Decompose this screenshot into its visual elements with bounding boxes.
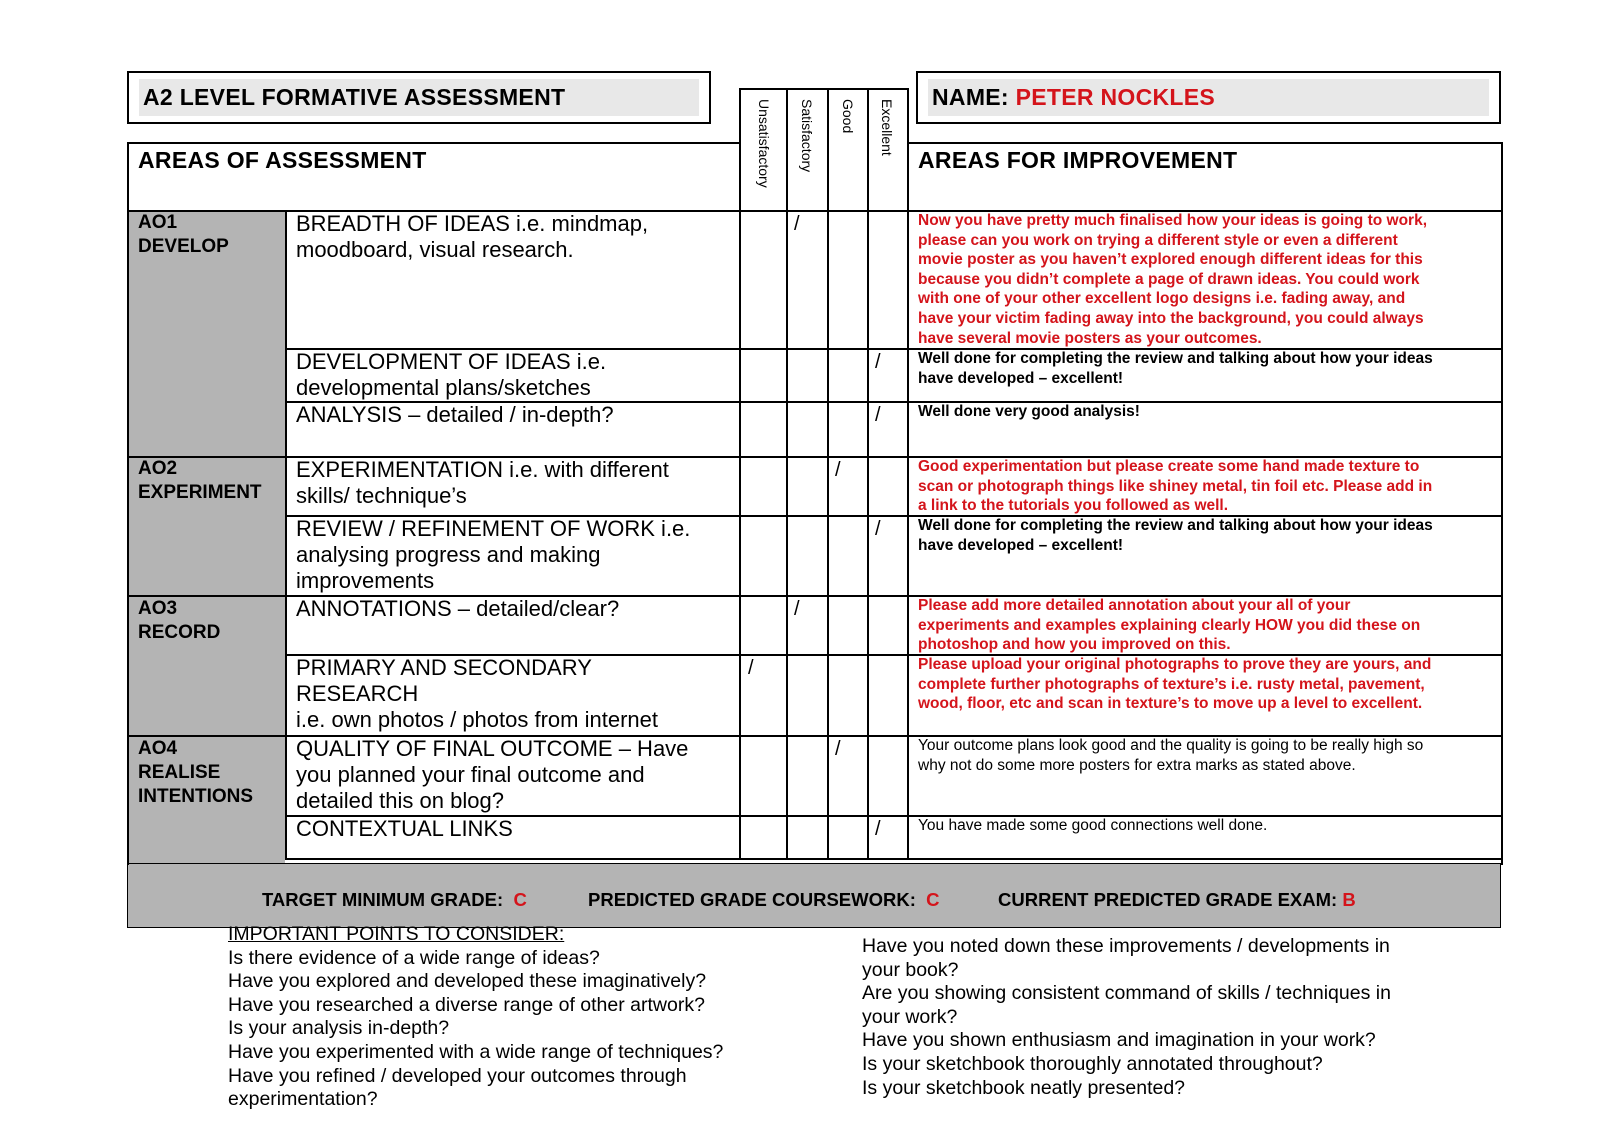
areas-of-assessment-heading: AREAS OF ASSESSMENT (138, 147, 427, 173)
comment-line: Good experimentation but please create some hand made texture to (918, 458, 1420, 475)
criterion-text (296, 816, 736, 842)
table-line (907, 88, 909, 858)
comment-line: a link to the tutorials you followed as well. (918, 497, 1229, 515)
table-line (867, 88, 869, 858)
rating-tick: / (835, 738, 841, 760)
column-header-unsatisfactory: Unsatisfactory (756, 99, 772, 188)
criterion-text (296, 516, 736, 594)
criterion-line: RESEARCH (296, 681, 419, 706)
name-label: NAME: (932, 84, 1009, 110)
rating-tick: / (875, 818, 881, 840)
table-line (127, 142, 129, 865)
criterion-line: i.e. own photos / photos from internet (296, 707, 658, 732)
comment-line: please can you work on trying a different style or even a different (918, 231, 1398, 249)
improvement-comment (918, 816, 1496, 836)
points-heading: IMPORTANT POINTS TO CONSIDER: (228, 923, 565, 945)
comment-line: have several movie posters as your outcomes. (918, 329, 1262, 347)
comment-line: Well done for completing the review and talking about how your ideas (918, 350, 1433, 367)
points-left (228, 923, 723, 1110)
comment-line: scan or photograph things like shiney metal, tin foil etc. Please add in (918, 477, 1433, 495)
criterion-line: BREADTH OF IDEAS i.e. mindmap, (296, 211, 649, 236)
comment-line: why not do some more posters for extra marks as stated above. (918, 756, 1356, 774)
criterion-text (296, 402, 736, 428)
points-list-item: Is your sketchbook neatly presented? (862, 1076, 1186, 1099)
comment-line: because you didn’t complete a page of drawn ideas. You could work (918, 270, 1420, 288)
criterion-text (296, 211, 736, 263)
ao1-label: AO1 DEVELOP (138, 212, 229, 257)
target-grade-label: TARGET MINIMUM GRADE: (262, 889, 504, 910)
table-line (786, 88, 788, 858)
improvement-comment (918, 211, 1496, 348)
table-line (127, 142, 739, 144)
comment-line: Well done for completing the review and talking about how your ideas (918, 517, 1433, 534)
criterion-text (296, 736, 736, 814)
name-box (916, 71, 1501, 124)
criterion-line: PRIMARY AND SECONDARY (296, 655, 592, 680)
comment-line: Please upload your original photographs to prove they are yours, and (918, 656, 1432, 673)
page-title: A2 LEVEL FORMATIVE ASSESSMENT (143, 84, 566, 110)
ao3-label: AO3 RECORD (138, 598, 221, 643)
criterion-text (296, 457, 736, 509)
comment-line: have developed – excellent! (918, 536, 1124, 554)
criterion-line: detailed this on blog? (296, 788, 504, 813)
exam-grade-label: CURRENT PREDICTED GRADE EXAM: (998, 889, 1338, 910)
column-header-excellent: Excellent (879, 99, 895, 156)
criterion-line: moodboard, visual research. (296, 237, 574, 262)
student-name: PETER NOCKLES (1015, 84, 1216, 110)
criterion-text (296, 349, 736, 401)
ao4-label: AO4 REALISE INTENTIONS (138, 738, 254, 807)
grades-line (262, 888, 527, 912)
points-list-item: Is your sketchbook thoroughly annotated throughout? (862, 1052, 1323, 1075)
criterion-line: DEVELOPMENT OF IDEAS i.e. (296, 349, 607, 374)
column-header-satisfactory: Satisfactory (799, 99, 815, 173)
rating-tick: / (875, 351, 881, 373)
comment-line: Well done very good analysis! (918, 403, 1140, 420)
target-grade-value: C (513, 889, 527, 910)
areas-for-improvement-heading: AREAS FOR IMPROVEMENT (918, 147, 1238, 173)
improvement-comment (918, 349, 1496, 388)
improvement-comment (918, 516, 1496, 555)
rating-tick: / (835, 459, 841, 481)
criterion-line: QUALITY OF FINAL OUTCOME – Have (296, 736, 689, 761)
comment-line: You have made some good connections well done. (918, 817, 1268, 834)
rating-tick: / (875, 518, 881, 540)
criterion-line: ANNOTATIONS – detailed/clear? (296, 596, 620, 621)
rating-tick: / (794, 213, 800, 235)
table-line (285, 858, 1501, 860)
rating-tick: / (794, 598, 800, 620)
table-line (827, 88, 829, 858)
ao2-label: AO2 EXPERIMENT (138, 458, 262, 503)
points-list-item: your work? (862, 1005, 958, 1028)
criterion-line: analysing progress and making (296, 542, 601, 567)
criterion-line: ANALYSIS – detailed / in-depth? (296, 402, 614, 427)
comment-line: photoshop and how you improved on this. (918, 636, 1231, 654)
exam-grade-value: B (1342, 889, 1356, 910)
comment-line: complete further photographs of texture’s i.e. rusty metal, pavement, (918, 675, 1425, 693)
table-line (1501, 142, 1503, 865)
comment-line: Your outcome plans look good and the quality is going to be really high so (918, 737, 1424, 754)
points-list-item: Have you researched a diverse range of other artwork? (228, 993, 705, 1016)
comment-line: wood, floor, etc and scan in texture’s to move up a level to excellent. (918, 695, 1423, 713)
comment-line: with one of your other excellent logo designs i.e. fading away, and (918, 290, 1406, 308)
column-header-good: Good (840, 99, 856, 134)
criterion-line: skills/ technique’s (296, 483, 467, 508)
points-list-item: Is your analysis in-depth? (228, 1017, 450, 1040)
points-list-item: Have you explored and developed these imaginatively? (228, 970, 707, 993)
points-list-item: Have you experimented with a wide range of techniques? (228, 1040, 724, 1063)
table-line (739, 88, 741, 858)
criterion-line: improvements (296, 568, 435, 593)
criterion-line: CONTEXTUAL LINKS (296, 816, 513, 841)
improvement-comment (918, 736, 1496, 775)
criterion-line: REVIEW / REFINEMENT OF WORK i.e. (296, 516, 691, 541)
coursework-grade-value: C (926, 889, 940, 910)
comment-line: experiments and examples explaining clearly HOW you did these on (918, 616, 1421, 634)
points-list-item: Have you refined / developed your outcomes through (228, 1064, 687, 1087)
criterion-text (296, 655, 736, 733)
points-list-item: Have you noted down these improvements / developments in (862, 935, 1390, 957)
points-list-item: your book? (862, 958, 959, 981)
title-box (127, 71, 711, 124)
points-list-item: Are you showing consistent command of skills / techniques in (862, 982, 1391, 1005)
comment-line: have your victim fading away into the background, you could always (918, 309, 1424, 327)
criterion-line: you planned your final outcome and (296, 762, 645, 787)
table-line (285, 210, 287, 858)
rating-tick: / (875, 404, 881, 426)
points-list-item: Have you shown enthusiasm and imagination in your work? (862, 1029, 1376, 1052)
points-list-item: Is there evidence of a wide range of ideas? (228, 946, 600, 969)
comment-line: Please add more detailed annotation about your all of your (918, 597, 1351, 614)
table-line (739, 88, 907, 90)
criterion-line: EXPERIMENTATION i.e. with different (296, 457, 669, 482)
comment-line: Now you have pretty much finalised how your ideas is going to work, (918, 212, 1427, 229)
improvement-comment (918, 457, 1496, 516)
criterion-line: developmental plans/sketches (296, 375, 591, 400)
improvement-comment (918, 596, 1496, 655)
points-list-item: experimentation? (228, 1088, 378, 1110)
comment-line: have developed – excellent! (918, 369, 1124, 387)
rating-tick: / (748, 657, 754, 679)
table-line (907, 142, 1501, 144)
improvement-comment (918, 402, 1496, 422)
comment-line: movie poster as you haven’t explored enough different ideas for this (918, 251, 1423, 269)
points-right (862, 935, 1391, 1110)
criterion-text (296, 596, 736, 622)
improvement-comment (918, 655, 1496, 714)
coursework-grade-label: PREDICTED GRADE COURSEWORK: (588, 889, 916, 910)
